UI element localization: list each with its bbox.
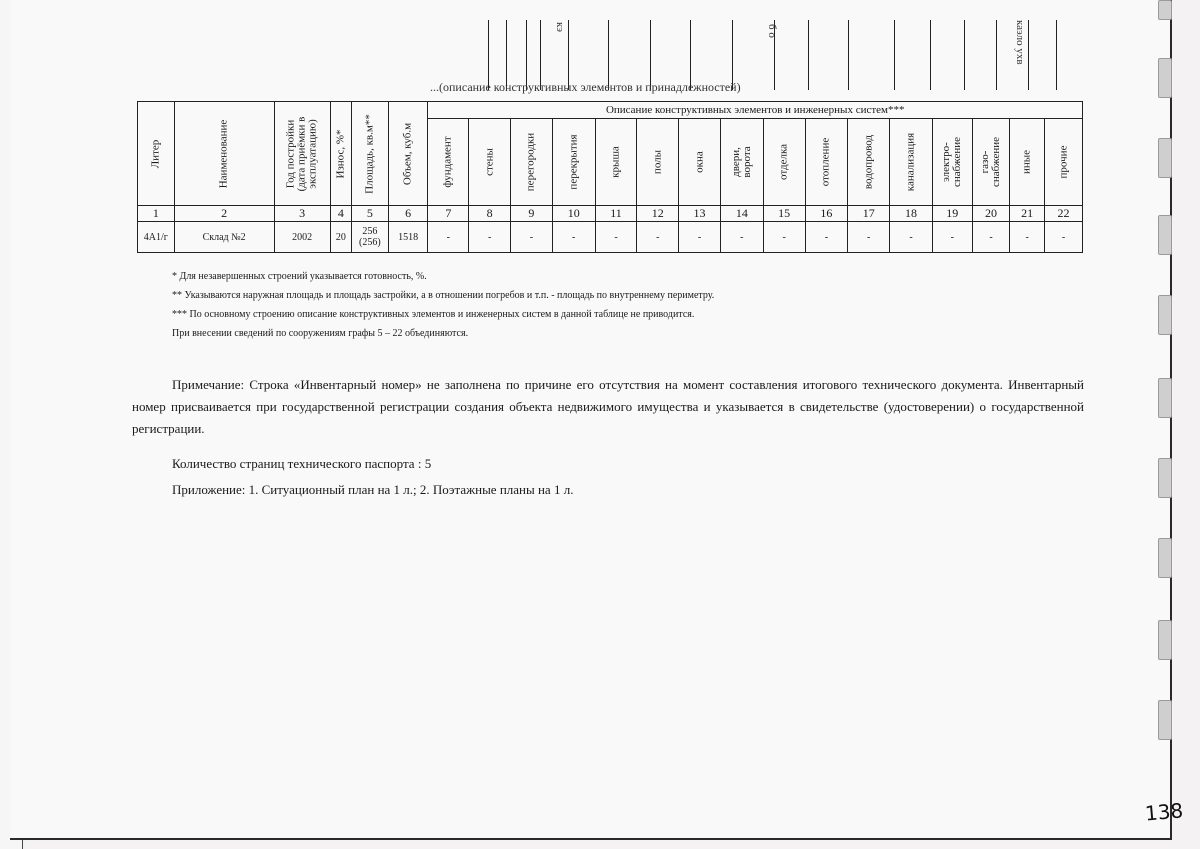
header-walls: стены [469, 119, 511, 206]
header-windows: окна [679, 119, 721, 206]
footnotes [172, 267, 714, 343]
cell-year: 2002 [274, 222, 330, 253]
cell-windows: - [679, 222, 721, 253]
footnote-4: При внесении сведений по сооружениям графы 5 – 22 объединяются. [172, 328, 469, 339]
col-num: 20 [972, 206, 1010, 222]
appendix-line: Приложение: 1. Ситуационный план на 1 л.; 2. Поэтажные планы на 1 л. [172, 482, 574, 497]
header-floors: полы [637, 119, 679, 206]
header-partitions: перегородки [511, 119, 553, 206]
col-num: 7 [428, 206, 469, 222]
header-heating: отопление [805, 119, 848, 206]
binder-hole [1158, 458, 1172, 498]
cell-roof: - [595, 222, 637, 253]
strip-label-1: кэ [554, 22, 566, 32]
column-number-row [138, 206, 1083, 222]
cell-area: 256 (256) [352, 222, 389, 253]
pages-count: Количество страниц технического паспорта : 5 [172, 456, 432, 471]
binder-hole [1158, 215, 1172, 255]
footnote-3: *** По основному строению описание конструктивных элементов и инженерных систем в данной таблице не приводится. [172, 309, 695, 320]
col-num: 14 [720, 206, 763, 222]
col-num: 13 [679, 206, 721, 222]
col-num: 4 [330, 206, 351, 222]
col-num: 12 [637, 206, 679, 222]
cell-other: - [1010, 222, 1045, 253]
header-liter: Литер [138, 102, 175, 206]
col-num: 2 [174, 206, 274, 222]
cell-doors: - [720, 222, 763, 253]
footnote-1: * Для незавершенных строений указывается готовность, %. [172, 271, 427, 282]
col-num: 17 [848, 206, 890, 222]
header-name: Наименование [174, 102, 274, 206]
cell-water: - [848, 222, 890, 253]
col-num: 3 [274, 206, 330, 222]
cell-name: Склад №2 [174, 222, 274, 253]
binder-hole [1158, 700, 1172, 740]
header-other: иные [1010, 119, 1045, 206]
col-num: 5 [352, 206, 389, 222]
header-foundation: фундамент [428, 119, 469, 206]
header-volume: Объем, куб.м [388, 102, 428, 206]
header-floors-slabs: перекрытия [552, 119, 595, 206]
cell-liter: 4А1/г [138, 222, 175, 253]
col-num: 18 [890, 206, 933, 222]
header-sewer: канализация [890, 119, 933, 206]
strip-label-3: каэло ухв [1014, 20, 1026, 65]
header-wear: Износ, %* [330, 102, 351, 206]
previous-table-strip [478, 0, 1088, 90]
table-row [138, 222, 1083, 253]
strip-heading: ...(описание конструктивных элементов и принадлежностей) [430, 80, 741, 94]
cell-volume: 1518 [388, 222, 428, 253]
strip-label-2: б о [766, 24, 778, 38]
header-year: Год постройки (дата приёмки в эксплуатацию) [274, 102, 330, 206]
col-num: 10 [552, 206, 595, 222]
cell-electric: - [932, 222, 972, 253]
footnote-2: ** Указываются наружная площадь и площадь застройки, а в отношении погребов и т.п. - площадь по внутреннему периметру. [172, 290, 715, 301]
cell-misc: - [1045, 222, 1083, 253]
col-num: 21 [1010, 206, 1045, 222]
binder-hole [1158, 538, 1172, 578]
note-text: Примечание: Строка «Инвентарный номер» не заполнена по причине его отсутствия на момент составления итогового технического документа. Инвентарный номер присваивается при государственной регистрации создания объекта недвижимого имущества и указывается в свидетельстве (удостоверении) о государственной регистрации. [132, 377, 1084, 436]
page-number: 138 [1144, 798, 1185, 826]
note-paragraph [132, 374, 1084, 440]
binder-hole [1158, 378, 1172, 418]
cell-wear: 20 [330, 222, 351, 253]
header-roof: крыша [595, 119, 637, 206]
cell-gas: - [972, 222, 1010, 253]
col-num: 22 [1045, 206, 1083, 222]
binder-hole [1158, 620, 1172, 660]
header-gas: газо-снабжение [972, 119, 1010, 206]
col-num: 1 [138, 206, 175, 222]
header-area: Площадь, кв.м** [352, 102, 389, 206]
binder-hole [1158, 58, 1172, 98]
header-water: водопровод [848, 119, 890, 206]
cell-floors: - [637, 222, 679, 253]
cell-walls: - [469, 222, 511, 253]
col-num: 9 [511, 206, 553, 222]
col-num: 6 [388, 206, 428, 222]
col-num: 19 [932, 206, 972, 222]
cell-foundation: - [428, 222, 469, 253]
col-num: 8 [469, 206, 511, 222]
header-electric: электро-снабжение [932, 119, 972, 206]
binder-hole [1158, 295, 1172, 335]
header-group-title: Описание конструктивных элементов и инженерных систем*** [428, 102, 1083, 119]
col-num: 16 [805, 206, 848, 222]
cell-slabs: - [552, 222, 595, 253]
inventory-table [137, 101, 1083, 253]
header-misc: прочие [1045, 119, 1083, 206]
cell-sewer: - [890, 222, 933, 253]
cell-partitions: - [511, 222, 553, 253]
cell-finishing: - [763, 222, 805, 253]
col-num: 15 [763, 206, 805, 222]
cell-heating: - [805, 222, 848, 253]
binder-hole [1158, 0, 1172, 20]
col-num: 11 [595, 206, 637, 222]
header-doors: двери, ворота [720, 119, 763, 206]
header-finishing: отделка [763, 119, 805, 206]
binder-hole [1158, 138, 1172, 178]
